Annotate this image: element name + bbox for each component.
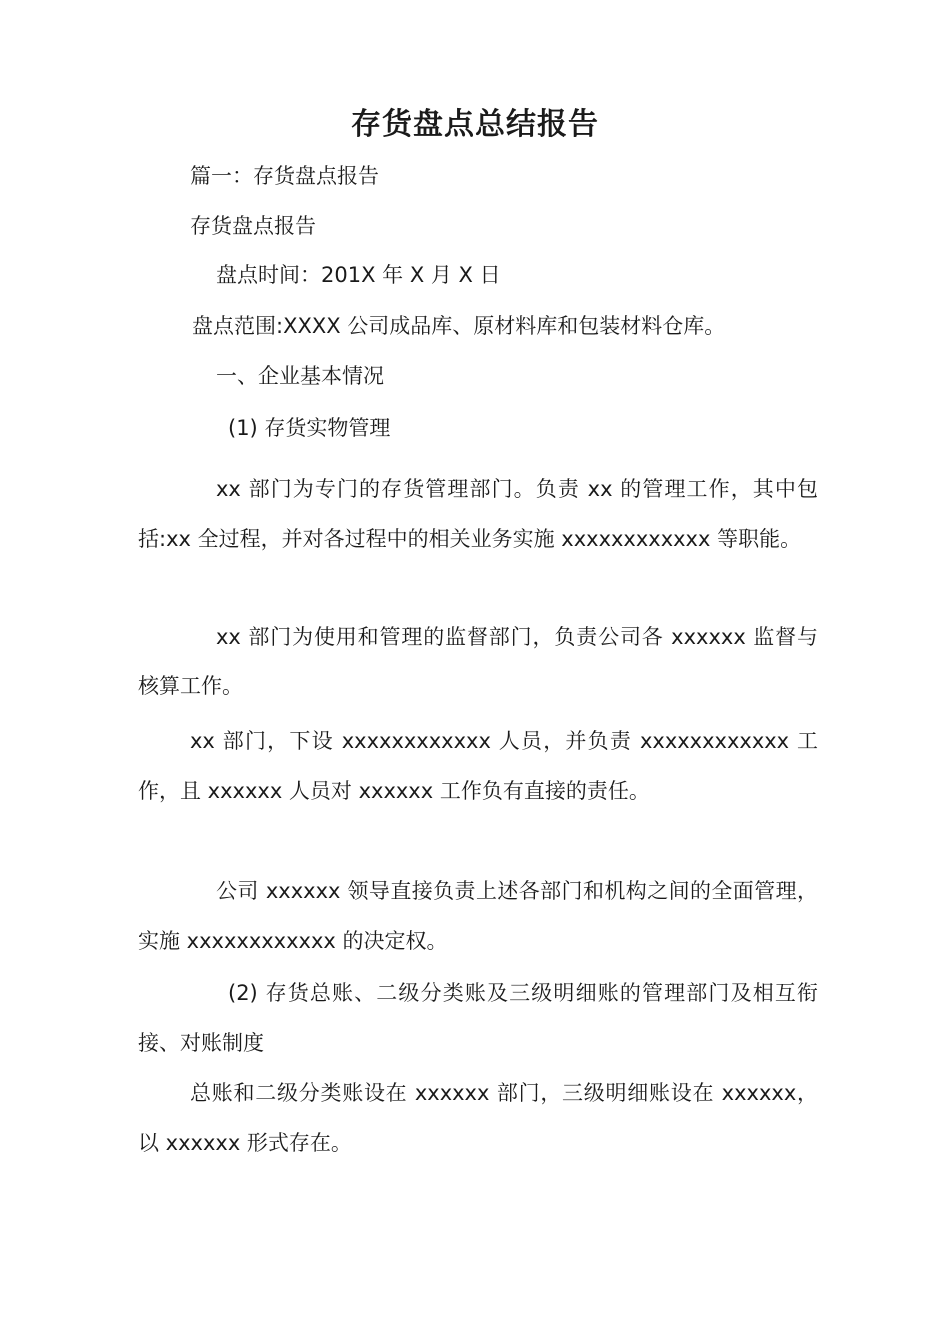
section-1-heading: 一、企业基本情况 [216, 364, 384, 388]
paragraph-3: xx 部门，下设 xxxxxxxxxxxx 人员，并负责 xxxxxxxxxxxx 工作，且 xxxxxx 人员对 xxxxxx 工作负有直接的责任。 [138, 729, 818, 803]
subsection-1-heading: (1) 存货实物管理 [228, 416, 391, 440]
report-heading: 存货盘点报告 [190, 214, 316, 238]
inventory-time: 盘点时间：201X 年 X 月 X 日 [216, 263, 501, 287]
document-title: 存货盘点总结报告 [351, 107, 599, 142]
paragraph-4: 公司 xxxxxx 领导直接负责上述各部门和机构之间的全面管理，实施 xxxxxxxxxxxx 的决定权。 [138, 879, 818, 953]
paragraph-2: xx 部门为使用和管理的监督部门，负责公司各 xxxxxx 监督与核算工作。 [138, 625, 818, 698]
paragraph-1: xx 部门为专门的存货管理部门。负责 xx 的管理工作，其中包括:xx 全过程，并对各过程中的相关业务实施 xxxxxxxxxxxx 等职能。 [138, 477, 818, 551]
subsection-2-heading: (2) 存货总账、二级分类账及三级明细账的管理部门及相互衔接、对账制度 [138, 981, 818, 1055]
inventory-scope: 盘点范围:XXXX 公司成品库、原材料库和包装材料仓库。 [192, 314, 726, 338]
article-label: 篇一：存货盘点报告 [190, 164, 379, 188]
paragraph-5: 总账和二级分类账设在 xxxxxx 部门，三级明细账设在 xxxxxx，以 xxxxxx 形式存在。 [138, 1081, 818, 1155]
